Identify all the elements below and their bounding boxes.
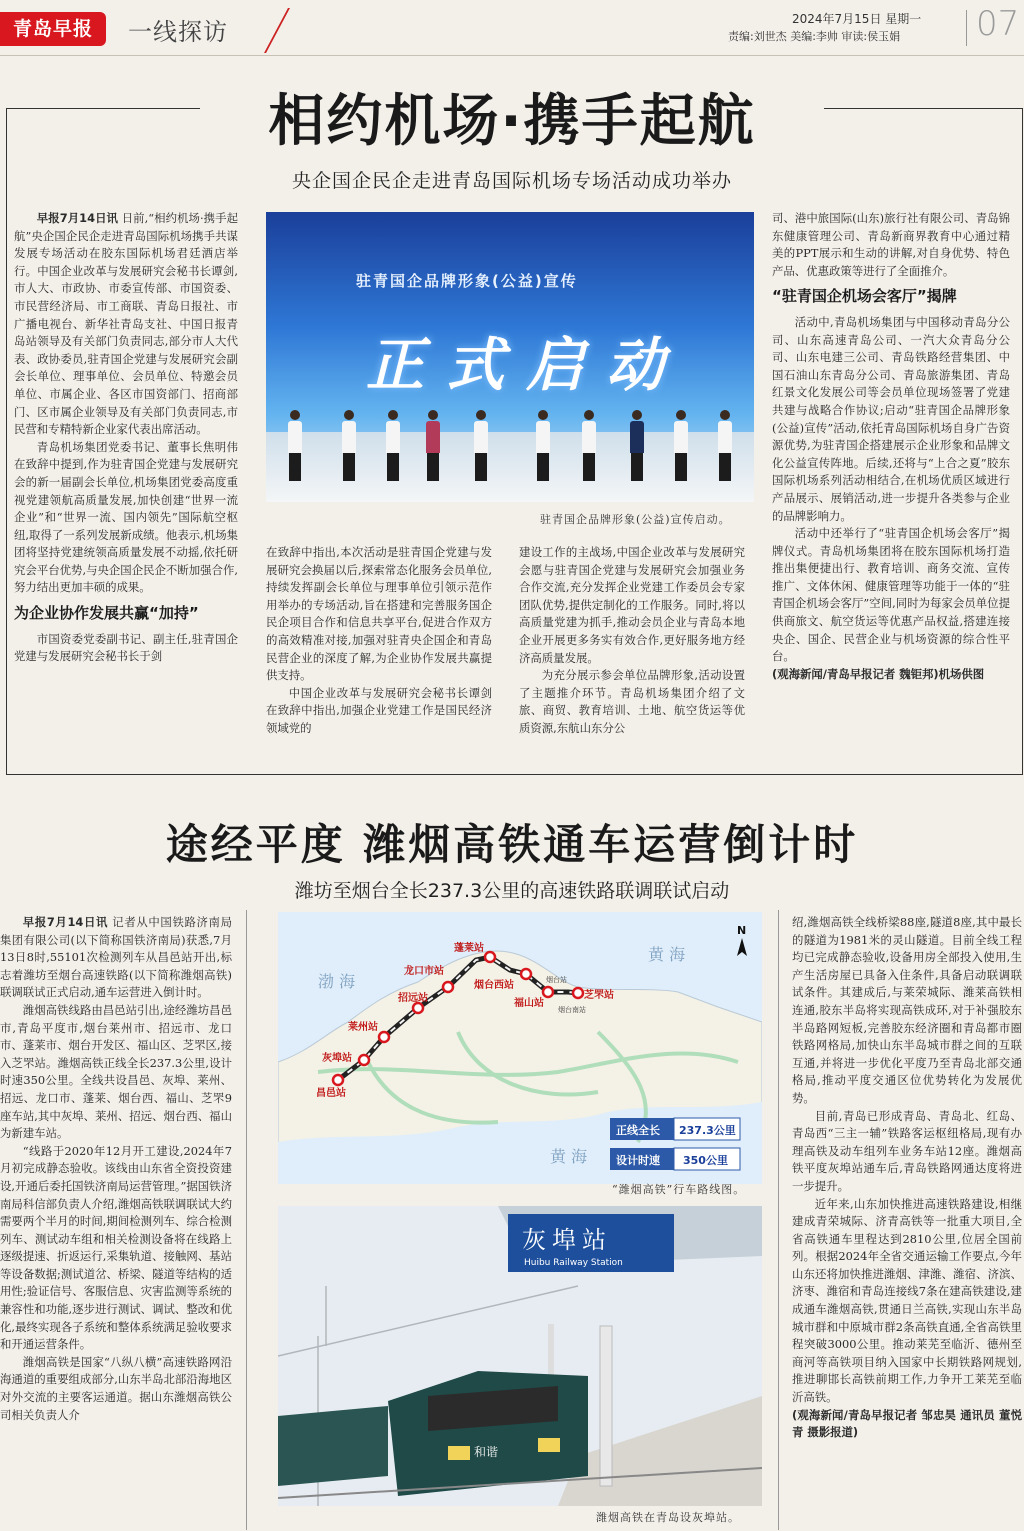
person <box>342 410 356 482</box>
station-yantaixi <box>521 969 531 979</box>
subheading: “驻青国企机场会客厅”揭牌 <box>772 287 957 306</box>
paragraph: 绍,潍烟高铁全线桥梁88座,隧道8座,其中最长的隧道为1981米的灵山隧道。目前全线工程均已完成静态验收,设备用房全部投入使用,生产生活房屋已具备入住条件,具备启动联调联试条件。其建成后,与莱荣城际、潍莱高铁相连通,胶东半岛将实现高铁成环,对于补强胶东半岛路网短板,完善胶东经济圈和青岛都市圈铁路网格局,加快山东半岛城市群之间的互联互通,并将进一步优化平度乃至青岛北部交通格局,推动平度交通区位优势转化为发展优势。 <box>792 915 1022 1105</box>
sea-label: 黄 海 <box>648 945 686 964</box>
station-label: 莱州站 <box>348 1022 378 1033</box>
photo-launch-text: 正式启动 <box>366 331 687 399</box>
issue-date: 2024年7月15日 星期一 <box>792 12 922 26</box>
station-photo <box>278 1206 762 1506</box>
photo-banner-text: 驻青国企品牌形象(公益)宣传 <box>356 272 578 290</box>
station-fushan <box>543 987 553 997</box>
subheading: 为企业协作发展共赢“加持” <box>14 604 199 623</box>
station-sign-text: 灰埠站 <box>522 1226 612 1254</box>
station-zhaoyuan <box>413 1003 423 1013</box>
article2-column-3 <box>792 914 1022 1528</box>
article1-column-4 <box>772 210 1010 760</box>
article1-column-3 <box>519 544 745 758</box>
editors-line: 责编:刘世杰 美编:李帅 审读:侯玉娟 <box>728 30 901 43</box>
paragraph: 近年来,山东加快推进高速铁路建设,相继建成青荣城际、济青高铁等一批重大项目,全省高铁通车里程达到2810公里,位居全国前列。根据2024年全省交通运输工作要点,今年山东还将加快推进潍烟、津潍、潍宿、济滨、济枣、潍宿和青岛连接线7条在建高铁建设,建成通车潍烟高铁,贯通日兰高铁,实现山东半岛城市群和中原城市群2条高铁直通,全省高铁里程突破3000公里。推动莱芜至临沂、德州至商河等高铁项目纳入国家中长期铁路网规划,推进聊邯长高铁前期工作,力争开工莱芜至临沂高铁。 <box>792 1196 1022 1405</box>
section-name: 一线探访 <box>128 18 228 46</box>
paragraph: 活动中,青岛机场集团与中国移动青岛分公司、山东高速青岛公司、一汽大众青岛分公司、山东电建三公司、青岛铁路经营集团、中国石油山东青岛分公司、青岛旅游集团、青岛红景文化发展公司等会员单位现场签署了党建共建与战略合作协议;启动“驻青国企品牌形象(公益)宣传”活动,依托青岛国际机场自身广告资源优势,为驻青国企搭建展示企业形象和品牌文化公益宣传阵地。后续,还将与“上合之夏”胶东国际机场系列活动相结合,在机场优质区域进行产品展示、展销活动,进一步提升各类参与企业的品牌影响力。 <box>772 314 1010 523</box>
paragraph: 活动中还举行了“驻青国企机场会客厅”揭牌仪式。青岛机场集团将在胶东国际机场打造推出集便捷出行、教育培训、商务交流、宣传推广、文体休闲、健康管理等功能于一体的“驻青国企机场会客厅”空间,同时为每家会员单位提供商旅文、航空货运等优惠产品权益,搭建连接央企、国企、民营企业与机场资源的综合性平台。 <box>772 526 1010 664</box>
person <box>630 410 644 482</box>
article2-column-1 <box>0 914 232 1528</box>
station-sign-english: Huibu Railway Station <box>524 1258 623 1268</box>
station-label: 芝罘站 <box>584 990 614 1001</box>
paragraph: 建设工作的主战场,中国企业改革与发展研究会愿与驻青国企党建与发展研究会加强业务合作交流,充分发挥企业党建工作委员会专家团队优势,提供定制化的工作服务。同时,将以高质量党建为抓手,推动会员企业与青岛本地企业开展更多务实有效合作,更好服务地方经济高质量发展。 <box>519 545 745 665</box>
article2-subtitle: 潍坊至烟台全长237.3公里的高速铁路联调联试启动 <box>294 880 730 902</box>
paragraph: 日前,“相约机场·携手起航”央企国企民企走进青岛国际机场携手共谋发展专场活动在胶东国际机场君廷酒店举行。中国企业改革与发展研究会秘书长谭剑,市人大、市政协、市委宣传部、市国资委、市民营经济局、市工商联、青岛日报社、市广播电视台、新华社青岛支社、中国日报青岛站领导及有关部门负责同志,部分市人大代表、政协委员,驻青国企党建与发展研究会副会长单位、理事单位、会员单位、特邀会员单位、市属企业、各区市国资部门、招商部门、区市属企业领导及有关部门负责同志,市民营和专精特新企业家代表出席活动。 <box>14 211 238 437</box>
event-photo <box>266 212 754 502</box>
paragraph: 潍烟高铁线路由昌邑站引出,途经潍坊昌邑市,青岛平度市,烟台莱州市、招远市、龙口市、蓬莱市、烟台开发区、福山区、芝罘区,接入芝罘站。潍烟高铁正线全长237.3公里,设计时速350公里。全线共设昌邑、灰埠、莱州、招远、龙口市、蓬莱、烟台西、福山、芝罘9座车站,其中灰埠、莱州、招远、烟台西、福山为新建车站。 <box>0 1002 232 1141</box>
paragraph: 中国企业改革与发展研究会秘书长谭剑在致辞中指出,加强企业党建工作是国民经济领域党的 <box>266 685 492 735</box>
speed-label: 设计时速 <box>616 1154 660 1167</box>
header-divider <box>238 8 290 53</box>
locomotive-name: 和谐 <box>474 1445 499 1459</box>
station-label: 龙口市站 <box>404 966 444 977</box>
person <box>474 410 488 482</box>
article1-column-2 <box>266 544 492 758</box>
station-label: 烟台西站 <box>474 980 514 991</box>
person <box>386 410 400 482</box>
paragraph: 目前,青岛已形成青岛、青岛北、红岛、青岛西“三主一辅”铁路客运枢纽格局,现有办理高铁及动车组列车业务车站12座。潍烟高铁平度灰埠站通车后,青岛铁路网通达度将进一步提升。 <box>792 1108 1022 1193</box>
article1-title: 相约机场·携手起航 <box>200 86 824 158</box>
station-huibu <box>359 1055 369 1065</box>
station-label: 灰埠站 <box>322 1053 352 1064</box>
person <box>288 410 302 482</box>
minor-station-label: 烟台站 <box>546 976 567 984</box>
length-value: 237.3公里 <box>679 1124 736 1137</box>
header-rule <box>0 55 1024 56</box>
dateline: 早报7月14日讯 <box>22 915 109 929</box>
map-caption: “潍烟高铁”行车路线图。 <box>612 1183 746 1196</box>
station-zhifu <box>573 988 583 998</box>
paragraph: 市国资委党委副书记、副主任,驻青国企党建与发展研究会秘书长于剑 <box>14 631 238 664</box>
paragraph: 司、港中旅国际(山东)旅行社有限公司、青岛锦东健康管理公司、青岛新商界教育中心通过精美的PPT展示和生动的讲解,对自身优势、特色产品、优惠政策等进行了全面推介。 <box>772 211 1010 278</box>
station-laizhou <box>379 1032 389 1042</box>
column-rule <box>778 910 779 1530</box>
person <box>426 410 440 482</box>
station-label: 招远站 <box>398 993 428 1004</box>
page-number: 07 <box>976 4 1020 44</box>
station-label: 蓬莱站 <box>454 943 484 954</box>
dateline: 早报7月14日讯 <box>36 211 119 225</box>
article1-column-1 <box>14 210 238 758</box>
paragraph: 为充分展示参会单位品牌形象,活动设置了主题推介环节。青岛机场集团介绍了文旅、商贸、教育培训、土地、航空货运等优质资源,东航山东分公 <box>519 668 745 735</box>
person <box>536 410 550 482</box>
newspaper-logo: 青岛早报 <box>0 12 106 46</box>
paragraph: 青岛机场集团党委书记、董事长焦明伟在致辞中提到,作为驻青国企党建与发展研究会的新一届副会长单位,机场集团党委高度重视党建领航高质量发展,加快创建“世界一流企业”和“世界一流、国内领先”国际航空枢纽,取得了一系列发展新成绩。他表示,机场集团将坚持党建统领高质量发展不动摇,依托研究会平台优势,与央企国企民企不断加强合作,努力结出更加丰硕的成果。 <box>14 439 238 595</box>
paragraph: 潍烟高铁是国家“八纵八横”高速铁路网沿海通道的重要组成部分,山东半岛北部沿海地区对外交流的主要客运通道。据山东潍烟高铁公司相关负责人介 <box>0 1354 232 1422</box>
station-photo-svg <box>278 1206 762 1506</box>
paragraph: 在致辞中指出,本次活动是驻青国企党建与发展研究会换届以后,探索常态化服务会员单位,持续发挥副会长单位与理事单位引领示范作用举办的专场活动,旨在搭建和完善服务国企民企项目合作和信息共享平台,促进合作双方的高效精准对接,加强对驻青央企国企和青岛民营企业的深度了解,为企业协作发展共赢提供支持。 <box>266 545 492 683</box>
article2-title: 途经平度 潍烟高铁通车运营倒计时 <box>165 820 859 869</box>
station-photo-caption: 潍烟高铁在青岛设灰埠站。 <box>596 1511 740 1524</box>
person <box>582 410 596 482</box>
north-arrow-icon <box>737 938 747 956</box>
station-changyi <box>333 1075 343 1085</box>
column-rule <box>246 910 247 1530</box>
person <box>674 410 688 482</box>
byline: (观海新闻/青岛早报记者 邹忠昊 通讯员 董悦青 摄影报道) <box>792 1407 1022 1440</box>
person <box>718 410 732 482</box>
length-label: 正线全长 <box>616 1124 660 1137</box>
station-label: 福山站 <box>514 998 544 1009</box>
paragraph: 记者从中国铁路济南局集团有限公司(以下简称国铁济南局)获悉,7月13日8时,55101次检测列车从昌邑站开出,标志着潍坊至烟台高速铁路(以下简称潍烟高铁)联调联试正式启动,通车运营进入倒计时。 <box>0 915 232 1000</box>
speed-value: 350公里 <box>683 1154 728 1167</box>
station-label: 昌邑站 <box>316 1088 346 1099</box>
minor-station-label: 烟台南站 <box>558 1006 586 1014</box>
north-arrow-label: N <box>737 924 747 937</box>
byline: (观海新闻/青岛早报记者 魏钜邦)机场供图 <box>772 666 985 681</box>
paragraph: “线路于2020年12月开工建设,2024年7月初完成静态验收。该线由山东省全资投资建设,开通后委托国铁济南局运营管理。”据国铁济南局科信部负责人介绍,潍烟高铁联调联试大约需要两个半月的时间,期间检测列车、综合检测列车、测试动车组和相关检测设备将在线路上逐级提速、折返运行,采集轨道、接触网、基站等设备数据;测试道岔、桥梁、隧道等结构的适用性;验证信号、客服信息、灾害监测等系统的兼容性和功能,逐步进行测试、调试、整改和优化,最终实现各子系统和整体系统满足验收要求和开通运营条件。 <box>0 1143 232 1352</box>
station-longkou <box>443 982 453 992</box>
sea-label: 渤 海 <box>318 972 356 991</box>
article1-subtitle: 央企国企民企走进青岛国际机场专场活动成功举办 <box>291 170 732 192</box>
page-separator <box>966 10 967 46</box>
sea-label: 黄 海 <box>550 1147 588 1166</box>
route-map <box>278 912 762 1184</box>
photo-caption: 驻青国企品牌形象(公益)宣传启动。 <box>540 513 731 526</box>
route-map-svg <box>278 912 762 1184</box>
station-penglai <box>485 952 495 962</box>
